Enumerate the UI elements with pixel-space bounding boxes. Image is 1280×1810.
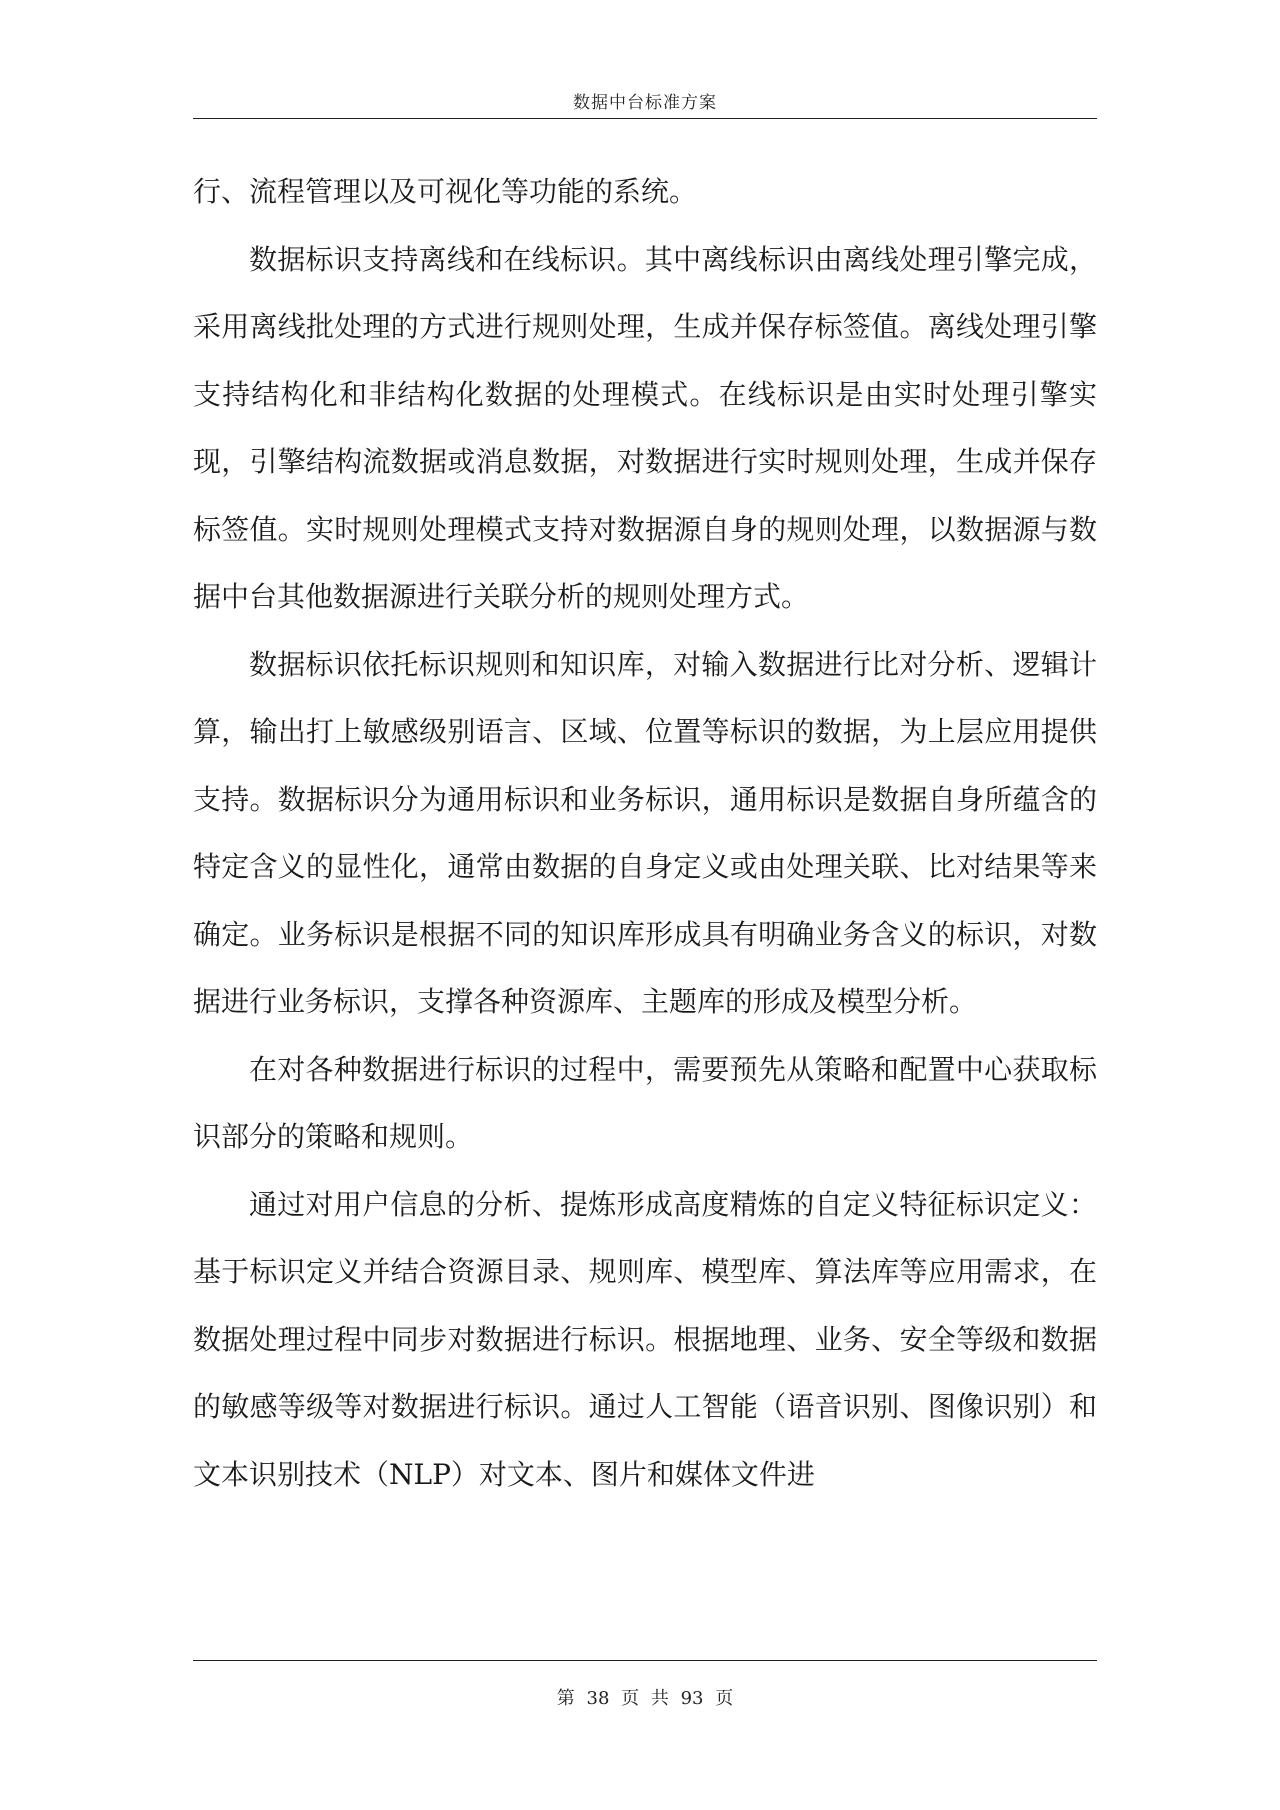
footer-divider [193,1660,1097,1661]
header-divider [193,118,1097,119]
paragraph-user-feature-identification: 通过对用户信息的分析、提炼形成高度精炼的自定义特征标识定义：基于标识定义并结合资源目录、规则库、模型库、算法库等应用需求，在数据处理过程中同步对数据进行标识。根据地理、业务、安全等级和数据的敏感等级等对数据进行标识。通过人工智能（语音识别、图像识别）和文本识别技术（NLP）对文本、图片和媒体文件进 [193,1187,1097,1491]
page-header-title: 数据中台标准方案 [573,93,717,113]
document-body [193,158,1097,1508]
paragraph-continuation: 行、流程管理以及可视化等功能的系统。 [193,175,698,208]
paragraph-identification-rules: 数据标识依托标识规则和知识库，对输入数据进行比对分析、逻辑计算，输出打上敏感级别语言、区域、位置等标识的数据，为上层应用提供支持。数据标识分为通用标识和业务标识，通用标识是数据自身所蕴含的特定含义的显性化，通常由数据的自身定义或由处理关联、比对结果等来确定。业务标识是根据不同的知识库形成具有明确业务含义的标识，对数据进行业务标识，支撑各种资源库、主题库的形成及模型分析。 [193,647,1097,1018]
page-number: 第 38 页 共 93 页 [556,1688,734,1709]
paragraph-policy-config: 在对各种数据进行标识的过程中，需要预先从策略和配置中心获取标识部分的策略和规则。 [193,1052,1097,1153]
paragraph-data-identification-modes: 数据标识支持离线和在线标识。其中离线标识由离线处理引擎完成，采用离线批处理的方式进行规则处理，生成并保存标签值。离线处理引擎支持结构化和非结构化数据的处理模式。在线标识是由实时处理引擎实现，引擎结构流数据或消息数据，对数据进行实时规则处理，生成并保存标签值。实时规则处理模式支持对数据源自身的规则处理，以数据源与数据中台其他数据源进行关联分析的规则处理方式。 [193,242,1097,613]
